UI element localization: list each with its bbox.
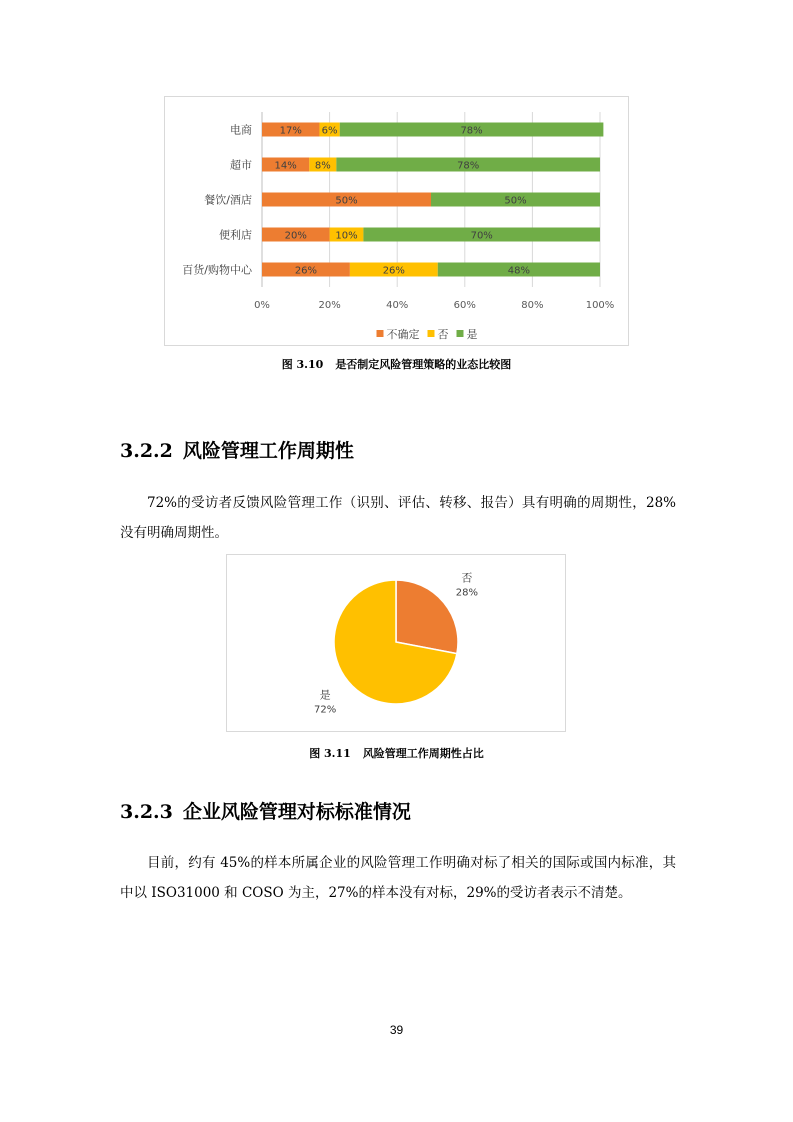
legend-swatch <box>377 330 384 337</box>
category-label: 餐饮/酒店 <box>204 193 252 207</box>
data-label: 17% <box>279 125 302 137</box>
figure-3-10-caption <box>0 356 793 372</box>
legend-label: 否 <box>437 328 449 341</box>
section-3-2-2-paragraph: 72%的受访者反馈风险管理工作（识别、评估、转移、报告）具有明确的周期性，28%没有明确周期性。 <box>120 495 676 541</box>
legend-label: 不确定 <box>386 328 420 341</box>
figure-3-10-number: 图 3.10 <box>281 358 324 371</box>
pie-chart <box>227 555 565 731</box>
pie-slice-value: 28% <box>455 587 479 599</box>
figure-3-10-title: 是否制定风险管理策略的业态比较图 <box>335 358 512 371</box>
data-label: 50% <box>504 195 527 207</box>
data-label: 48% <box>507 265 530 277</box>
data-label: 20% <box>284 230 307 242</box>
category-label: 便利店 <box>219 228 252 242</box>
category-label: 电商 <box>230 123 252 137</box>
pie-slice-name: 否 <box>461 571 473 585</box>
figure-3-11-number: 图 3.11 <box>309 747 351 760</box>
data-label: 26% <box>382 265 405 277</box>
x-tick-label: 80% <box>521 300 544 311</box>
stacked-bar-chart <box>165 97 628 345</box>
figure-3-11-title: 风险管理工作周期性占比 <box>362 747 484 760</box>
legend-swatch <box>428 330 435 337</box>
legend-swatch <box>457 330 464 337</box>
data-label: 6% <box>321 125 338 137</box>
x-tick-label: 100% <box>585 300 615 311</box>
pie-slice-value: 72% <box>313 704 337 716</box>
category-label: 百货/购物中心 <box>182 263 252 277</box>
x-tick-label: 0% <box>254 300 270 311</box>
pie-slice-name: 是 <box>319 688 331 702</box>
section-3-2-2-title: 风险管理工作周期性 <box>182 440 354 462</box>
pie-slice <box>396 580 458 654</box>
data-label: 70% <box>470 230 493 242</box>
data-label: 26% <box>294 265 318 277</box>
data-label: 50% <box>335 195 358 207</box>
section-3-2-2-number: 3.2.2 <box>120 440 173 462</box>
legend-label: 是 <box>466 328 478 341</box>
pie-chart-frame <box>226 554 566 732</box>
section-3-2-3-paragraph: 目前，约有 45%的样本所属企业的风险管理工作明确对标了相关的国际或国内标准，其中以 ISO31000 和 COSO 为主，27%的样本没有对标，29%的受访者表示不清楚。 <box>120 855 676 901</box>
data-label: 14% <box>274 160 297 172</box>
section-3-2-2-heading <box>120 436 354 463</box>
section-3-2-3-heading <box>120 797 411 824</box>
data-label: 78% <box>460 125 483 137</box>
data-label: 8% <box>314 160 331 172</box>
x-tick-label: 40% <box>386 300 409 311</box>
data-label: 10% <box>335 230 358 242</box>
figure-3-11-caption <box>0 745 793 761</box>
category-label: 超市 <box>230 158 252 172</box>
section-3-2-3-title: 企业风险管理对标标准情况 <box>182 801 411 823</box>
section-3-2-3-number: 3.2.3 <box>120 801 173 823</box>
x-tick-label: 60% <box>453 300 476 311</box>
data-label: 78% <box>457 160 480 172</box>
page-number: 39 <box>389 1023 404 1037</box>
x-tick-label: 20% <box>318 300 341 311</box>
bar-chart-frame <box>164 96 629 346</box>
